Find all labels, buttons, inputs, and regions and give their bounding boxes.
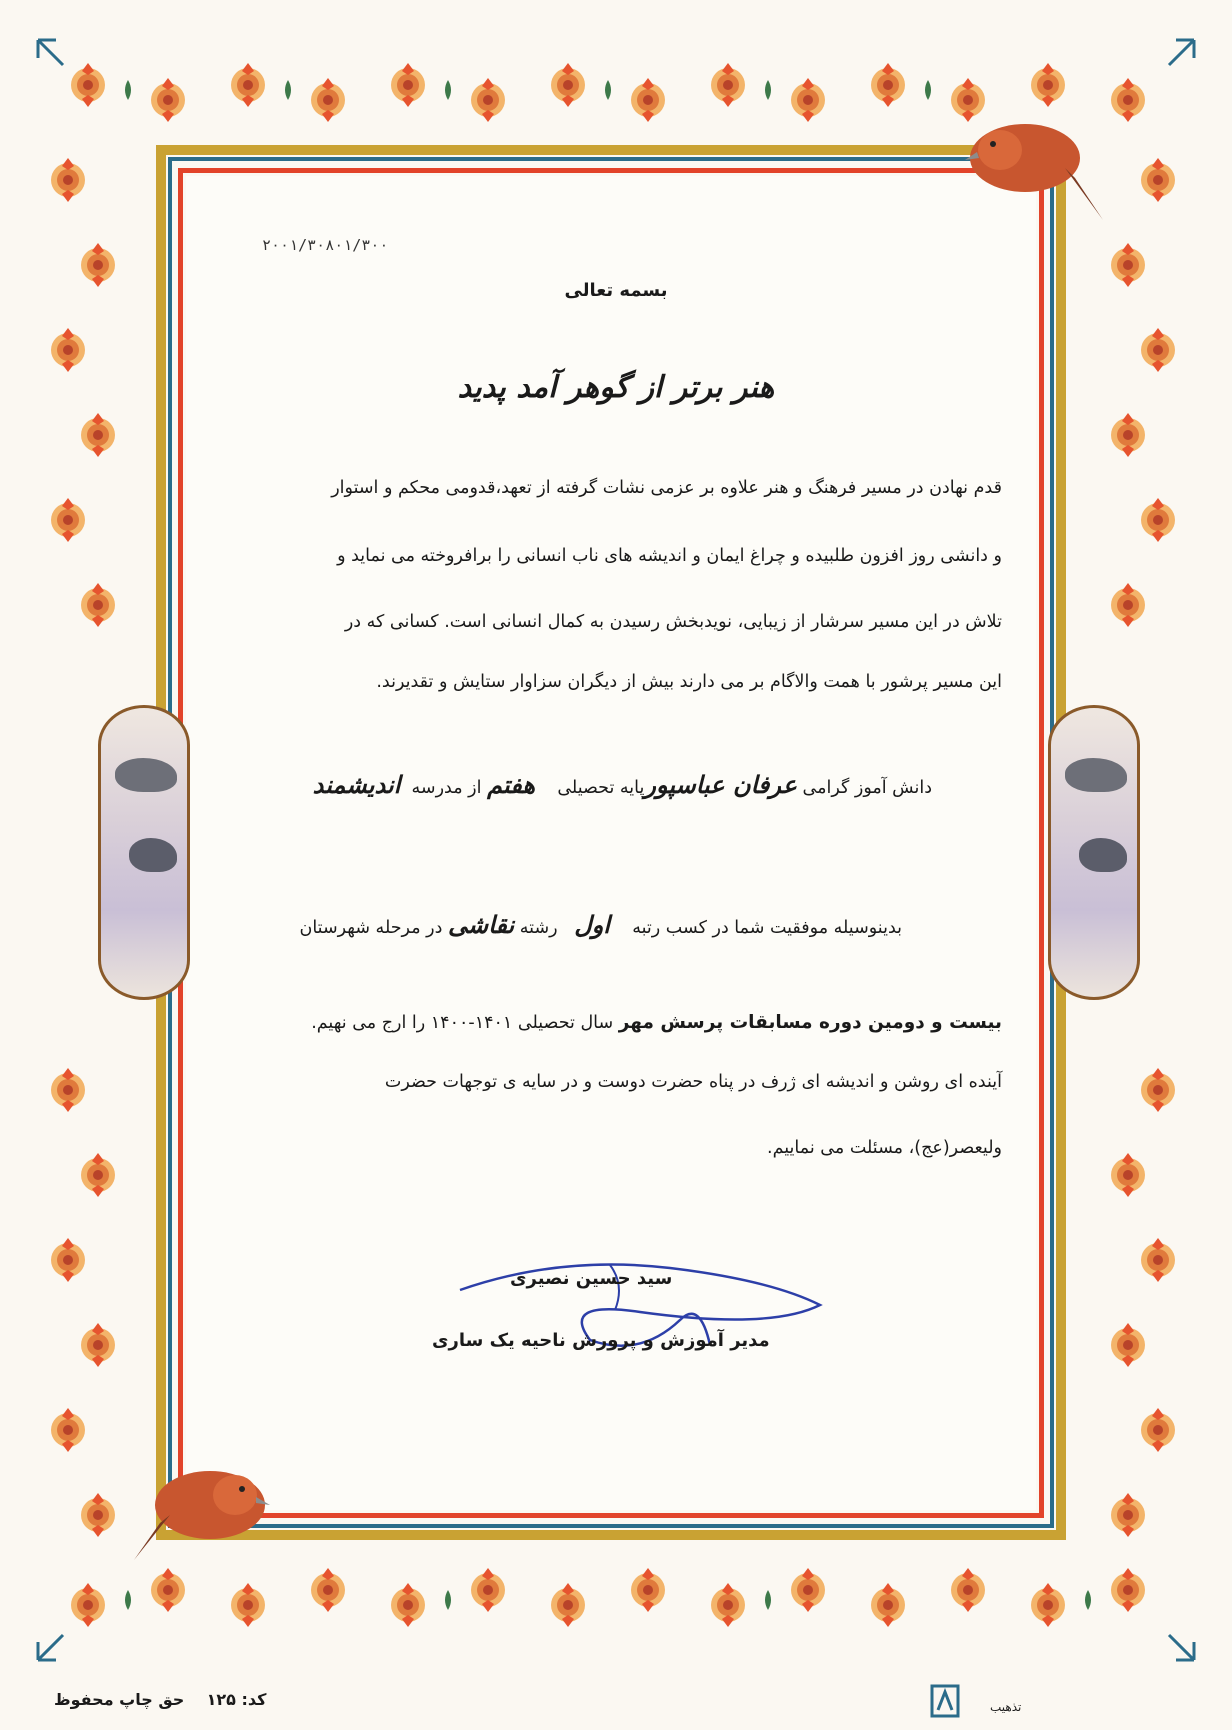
closing-line: ولیعصر(عج)، مسئلت می نماییم. <box>767 1138 1002 1158</box>
copyright-text: حق چاپ محفوظ <box>54 1690 185 1709</box>
rank-value: اول <box>574 910 610 939</box>
corner-bird-icon <box>130 1445 280 1565</box>
bird-icon <box>129 838 177 872</box>
paragraph-line: این مسیر پرشور با همت والاگام بر می دارند بیش از دیگران سزاوار ستایش و تقدیرند. <box>376 672 1002 692</box>
paragraph-line: و دانشی روز افزون طلبیده و چراغ ایمان و اندیشه های ناب انسانی را برافروخته می نماید و <box>337 546 1002 566</box>
paragraph-line: قدم نهادن در مسیر فرهنگ و هنر علاوه بر عزمی نشات گرفته از تعهد،قدومی محکم و استوار <box>331 478 1002 498</box>
paragraph-line: تلاش در این مسیر سرشار از زیبایی، نویدبخش رسیدن به کمال انسانی است. کسانی که در <box>344 612 1002 632</box>
stage-text: در مرحله شهرستان <box>299 918 443 938</box>
left-bird-panel <box>98 705 190 1000</box>
competition-title: بیست و دومین دوره مسابقات پرسش مهر <box>618 1012 1002 1033</box>
closing-line: آینده ای روشن و اندیشه ای ژرف در پناه حضرت دوست و در سایه ی توجهات حضرت <box>384 1072 1002 1092</box>
field-label: رشته <box>519 918 558 938</box>
bird-icon <box>115 758 177 792</box>
achievement-prefix: بدینوسیله موفقیت شما در کسب رتبه <box>632 918 902 938</box>
print-code: کد: ۱۲۵ <box>206 1690 267 1709</box>
signatory-name: سید حسین نصیری <box>510 1268 673 1289</box>
basmala-heading: بسمه تعالی <box>564 280 668 301</box>
student-prefix: دانش آموز گرامی <box>802 778 932 798</box>
publisher-name: تذهیب <box>990 1700 1022 1714</box>
publisher-logo-icon <box>930 1680 1040 1720</box>
corner-bird-icon <box>955 108 1105 228</box>
school-label: از مدرسه <box>411 778 482 798</box>
competition-line <box>311 1012 1002 1033</box>
achievement-line <box>299 910 902 939</box>
student-name: عرفان عباسپور <box>644 770 797 799</box>
right-bird-panel <box>1048 705 1140 1000</box>
grade-label: پایه تحصیلی <box>557 778 645 798</box>
field-value: نقاشی <box>447 910 515 939</box>
competition-year: سال تحصیلی ۱۴۰۱-۱۴۰۰ را ارج می نهیم. <box>311 1013 614 1033</box>
bird-icon <box>1065 758 1127 792</box>
school-name: اندیشمند <box>312 770 401 799</box>
bird-icon <box>1079 838 1127 872</box>
footer-code <box>54 1690 266 1709</box>
motto-heading: هنر برتر از گوهر آمد پدید <box>457 370 775 405</box>
grade-value: هفتم <box>487 770 536 799</box>
document-number: ۲۰۰۱/۳۰۸۰۱/۳۰۰ <box>262 236 389 254</box>
student-line <box>313 770 932 799</box>
signatory-title: مدیر آموزش و پرورش ناحیه یک ساری <box>432 1330 770 1351</box>
